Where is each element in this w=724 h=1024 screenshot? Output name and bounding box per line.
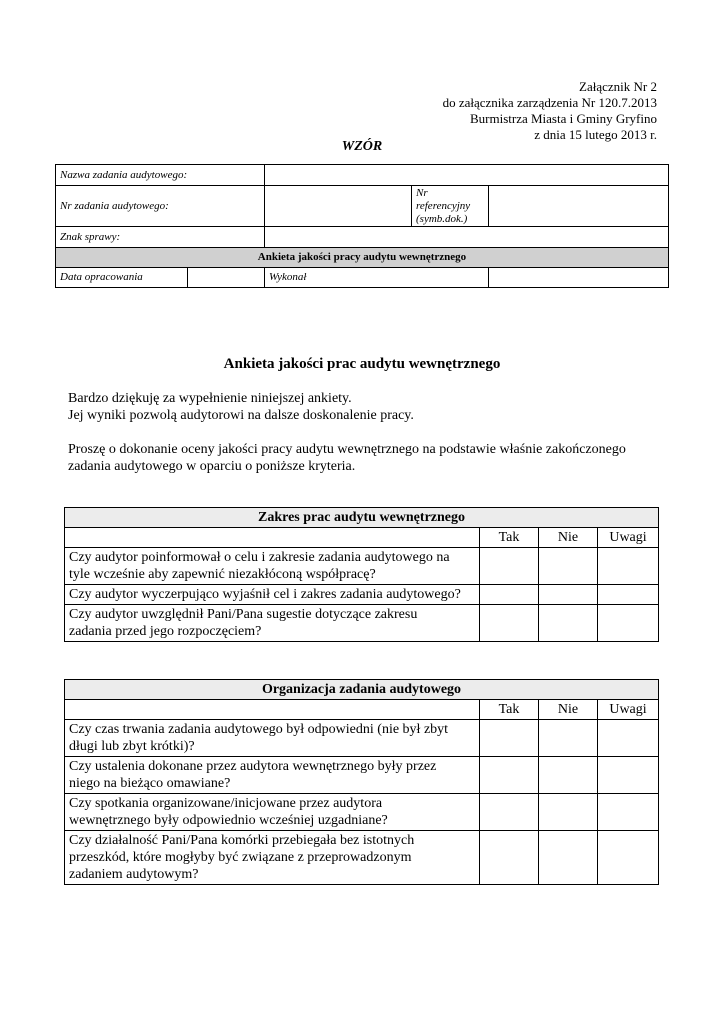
case-mark-label: Znak sprawy: — [56, 227, 265, 248]
column-notes: Uwagi — [598, 700, 659, 720]
question-line: Czy audytor uwzględnił Pani/Pana sugestie dotyczące zakresu — [69, 607, 418, 622]
answer-no-cell[interactable] — [539, 794, 598, 831]
task-number-field[interactable] — [265, 186, 412, 227]
answer-yes-cell[interactable] — [480, 794, 539, 831]
notes-cell[interactable] — [598, 757, 659, 794]
question-line: wewnętrznego były odpowiednio wcześniej uzgadniane? — [69, 813, 388, 828]
intro-line: Proszę o dokonanie oceny jakości pracy audytu wewnętrznego na podstawie właśnie zakończonego — [68, 442, 626, 457]
prepared-date-field[interactable] — [188, 268, 265, 288]
question-line: przeszkód, które mogłyby być związane z przeprowadzonym — [69, 850, 412, 865]
question-line: niego na bieżąco omawiane? — [69, 776, 231, 791]
notes-cell[interactable] — [598, 794, 659, 831]
scope-questions-table — [64, 507, 659, 642]
reference-number-label-line: Nr — [416, 186, 428, 199]
survey-title: Ankieta jakości prac audytu wewnętrznego — [223, 356, 501, 372]
question-line: długi lub zbyt krótki)? — [69, 739, 195, 754]
attachment-number: Załącznik Nr 2 — [579, 79, 657, 94]
organization-questions-table — [64, 679, 659, 885]
case-mark-field[interactable] — [265, 227, 669, 248]
notes-cell[interactable] — [598, 605, 659, 642]
question-text — [65, 794, 480, 831]
reference-number-field[interactable] — [489, 186, 669, 227]
answer-no-cell[interactable] — [539, 831, 598, 885]
column-no: Nie — [539, 528, 598, 548]
question-line: Czy ustalenia dokonane przez audytora wewnętrznego były przez — [69, 759, 437, 774]
intro-line: Bardzo dziękuję za wypełnienie niniejszej ankiety. — [68, 391, 352, 406]
reference-number-label-line: referencyjny — [416, 199, 471, 212]
question-line: Czy audytor wyczerpująco wyjaśnił cel i zakres zadania audytowego? — [69, 587, 461, 602]
answer-no-cell[interactable] — [539, 605, 598, 642]
section-title: Organizacja zadania audytowego — [65, 680, 659, 700]
column-yes: Tak — [480, 528, 539, 548]
notes-cell[interactable] — [598, 831, 659, 885]
question-line: Czy spotkania organizowane/inicjowane przez audytora — [69, 796, 383, 811]
question-header-blank — [65, 700, 480, 720]
answer-no-cell[interactable] — [539, 757, 598, 794]
answer-no-cell[interactable] — [539, 548, 598, 585]
section-title: Zakres prac audytu wewnętrznego — [65, 508, 659, 528]
task-name-field[interactable] — [265, 165, 669, 186]
answer-yes-cell[interactable] — [480, 585, 539, 605]
question-line: zadania przed jego rozpoczęciem? — [69, 624, 262, 639]
intro-paragraph-2 — [68, 441, 668, 475]
answer-no-cell[interactable] — [539, 585, 598, 605]
executed-by-label: Wykonał — [265, 268, 489, 288]
question-line: Czy działalność Pani/Pana komórki przebiegała bez istotnych — [69, 833, 415, 848]
answer-yes-cell[interactable] — [480, 831, 539, 885]
attachment-date: z dnia 15 lutego 2013 r. — [534, 127, 657, 142]
answer-yes-cell[interactable] — [480, 757, 539, 794]
task-number-label: Nr zadania audytowego: — [56, 186, 265, 227]
prepared-date-label: Data opracowania — [56, 268, 188, 288]
answer-no-cell[interactable] — [539, 720, 598, 757]
question-text — [65, 548, 480, 585]
question-line: Czy audytor poinformował o celu i zakresie zadania audytowego na — [69, 550, 450, 565]
metadata-section-title: Ankieta jakości pracy audytu wewnętrznego — [56, 248, 669, 268]
question-text — [65, 720, 480, 757]
intro-line: Jej wyniki pozwolą audytorowi na dalsze doskonalenie pracy. — [68, 408, 414, 423]
audit-metadata-table — [55, 164, 669, 288]
reference-number-label — [412, 186, 489, 227]
answer-yes-cell[interactable] — [480, 605, 539, 642]
executed-by-field[interactable] — [489, 268, 669, 288]
column-yes: Tak — [480, 700, 539, 720]
question-text — [65, 757, 480, 794]
notes-cell[interactable] — [598, 720, 659, 757]
attachment-reference: do załącznika zarządzenia Nr 120.7.2013 — [442, 95, 657, 110]
answer-yes-cell[interactable] — [480, 720, 539, 757]
attachment-issuer: Burmistrza Miasta i Gminy Gryfino — [469, 111, 657, 126]
notes-cell[interactable] — [598, 548, 659, 585]
question-text — [65, 831, 480, 885]
question-line: Czy czas trwania zadania audytowego był odpowiedni (nie był zbyt — [69, 722, 449, 737]
task-name-label: Nazwa zadania audytowego: — [56, 165, 265, 186]
attachment-header — [443, 79, 657, 143]
column-no: Nie — [539, 700, 598, 720]
intro-line: zadania audytowego w oparciu o poniższe kryteria. — [68, 459, 356, 474]
question-line: zadaniem audytowym? — [69, 867, 199, 882]
answer-yes-cell[interactable] — [480, 548, 539, 585]
question-text — [65, 585, 480, 605]
intro-paragraph-1 — [68, 390, 668, 424]
column-notes: Uwagi — [598, 528, 659, 548]
question-line: tyle wcześnie aby zapewnić niezakłóconą współpracę? — [69, 567, 376, 582]
question-text — [65, 605, 480, 642]
reference-number-label-line: (symb.dok.) — [416, 212, 468, 225]
notes-cell[interactable] — [598, 585, 659, 605]
question-header-blank — [65, 528, 480, 548]
template-label: WZÓR — [341, 139, 383, 154]
